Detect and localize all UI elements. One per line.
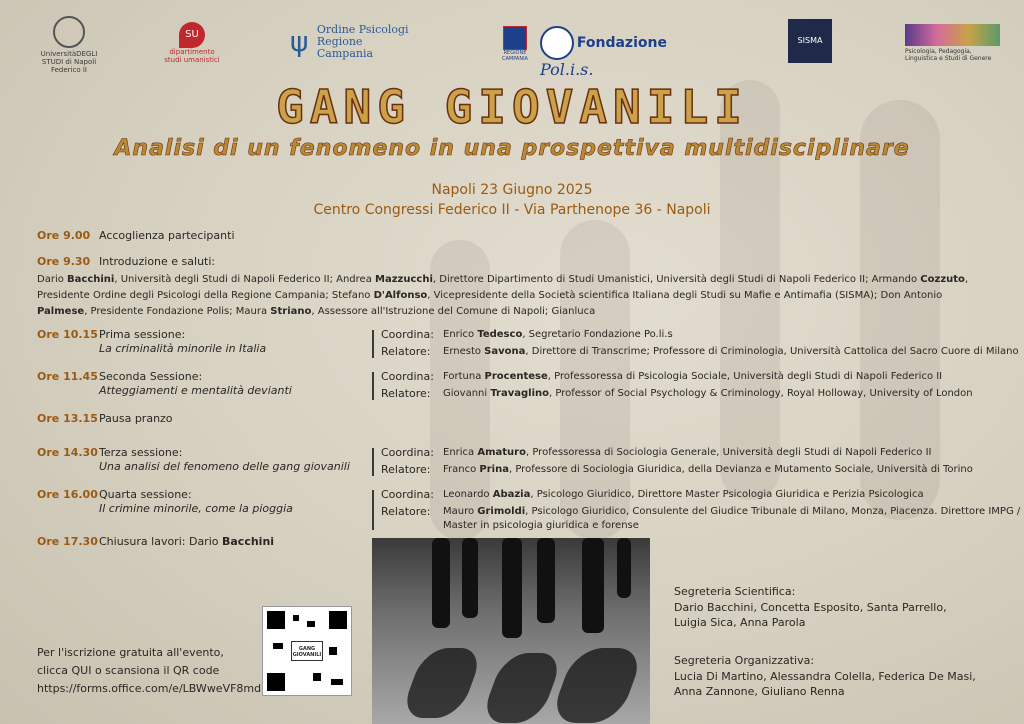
speaker: [443, 345, 1019, 358]
speaker: [443, 387, 973, 400]
intro-text: Dario: [37, 274, 68, 285]
intro-text: , Presidente Ordine degli Psicologi della Regione Campania; Stefano: [37, 274, 969, 301]
coordinator-surname: Tedesco: [477, 329, 523, 340]
qr-module: [273, 643, 283, 649]
intro-label: Introduzione e saluti:: [99, 255, 216, 268]
coordinator-role: , Psicologo Giuridico, Direttore Master Psicologia Giuridica e Perizia Psicologica: [530, 489, 924, 500]
intro-text: , Direttore Dipartimento di Studi Umanistici, Università degli Studi di Napoli Federico II; Armando: [432, 274, 921, 285]
intro-name: Bacchini: [67, 274, 115, 285]
session-divider: [372, 372, 374, 400]
intro-name: Palmese: [37, 306, 85, 317]
psi-icon: ψ: [290, 25, 309, 58]
organizing-secretariat-title: Segreteria Organizzativa:: [674, 654, 815, 667]
qr-finder: [267, 611, 285, 629]
qr-module: [313, 673, 321, 681]
speaker-role: , Professor of Social Psychology & Criminology, Royal Holloway, University of London: [549, 388, 973, 399]
speaker: [443, 505, 1020, 518]
ordine-psicologi-logo: [290, 24, 430, 60]
regione-shield-icon: [503, 26, 527, 50]
coordinator: [443, 328, 673, 341]
photo-leg: [537, 538, 555, 623]
session-topic: Atteggiamenti e mentalità devianti: [99, 384, 292, 397]
session-divider: [372, 490, 374, 530]
unina-logo-text: UniversitàDEGLI STUDI di Napoli Federico II: [40, 50, 98, 74]
qr-center-label: GANG GIOVANILI: [291, 641, 323, 661]
event-title: GANG GIOVANILI: [276, 80, 748, 134]
closing-surname: Bacchini: [222, 535, 275, 548]
time-1730: Ore 17.30: [37, 535, 98, 548]
coordinator-first-name: Leonardo: [443, 489, 493, 500]
registration-link[interactable]: https://forms.office.com/e/LBWweVF8md: [37, 682, 262, 695]
coordinator-role: , Professoressa di Psicologia Sociale, Università degli Studi di Napoli Federico II: [547, 371, 943, 382]
coordinator-surname: Abazia: [492, 489, 531, 500]
registration-line-1: Per l'iscrizione gratuita all'evento,: [37, 646, 224, 659]
intro-text: , Vicepresidente della Società scientifica Italiana degli Studi su Mafie e Antimafia (SISMA); Don Antonio: [427, 290, 943, 301]
polis-globe-icon: [540, 26, 574, 60]
speaker-role: , Direttore di Transcrime; Professore di Criminologia, Università Cattolica del Sacro Cuore di Milano: [525, 346, 1019, 357]
fondazione-polis-logo: [540, 26, 720, 79]
photo-shadow: [399, 648, 484, 718]
photo-shadow: [548, 648, 645, 723]
coordinator-label: Coordina:: [381, 446, 434, 459]
time-930: Ore 9.30: [37, 255, 91, 268]
photo-leg: [432, 538, 450, 628]
qr-module: [293, 615, 299, 621]
closing-label: [99, 535, 274, 548]
scientific-secretariat-title: Segreteria Scientifica:: [674, 585, 796, 598]
silhouettes-photo: [372, 538, 650, 724]
coordinator-first-name: Enrica: [443, 447, 478, 458]
speaker-first-name: Mauro: [443, 506, 478, 517]
session-name: Seconda Sessione:: [99, 370, 203, 383]
speaker-label: Relatore:: [381, 463, 431, 476]
coordinator: [443, 446, 931, 459]
speaker-surname: Savona: [484, 346, 526, 357]
dsu-logo-mark: SU: [179, 22, 205, 48]
coordinator-surname: Procentese: [484, 371, 548, 382]
welcome-label: Accoglienza partecipanti: [99, 229, 235, 242]
speaker-surname: Travaglino: [490, 388, 549, 399]
intro-text: , Università degli Studi di Napoli Federico II; Andrea: [114, 274, 376, 285]
intro-text: , Presidente Fondazione Polis; Maura: [84, 306, 271, 317]
sisma-logo: SISMA: [788, 19, 832, 63]
qr-module: [331, 679, 343, 685]
event-subtitle: Analisi di un fenomeno in una prospettiva multidisciplinare: [114, 136, 910, 161]
speaker-label: Relatore:: [381, 387, 431, 400]
speaker-role-continued: Master in psicologia giuridica e forense: [443, 520, 639, 531]
event-date: Napoli 23 Giugno 2025: [431, 182, 593, 198]
session-name: Quarta sessione:: [99, 488, 192, 501]
psico-icons-strip: [905, 24, 1000, 46]
dsu-logo: [162, 22, 222, 64]
session-topic: La criminalità minorile in Italia: [99, 342, 267, 355]
polis-logo-prefix: Fondazione: [576, 35, 667, 51]
intro-name: Striano: [270, 306, 312, 317]
intro-text: , Assessore all'Istruzione del Comune di Napoli; Gianluca: [311, 306, 596, 317]
organizing-secretariat-names: Lucia Di Martino, Alessandra Colella, Federica De Masi,: [674, 670, 976, 683]
photo-leg: [462, 538, 478, 618]
session-name: Terza sessione:: [99, 446, 183, 459]
closing-prefix: Chiusura lavori:: [99, 535, 189, 548]
session-topic: Una analisi del fenomeno delle gang giovanili: [99, 460, 350, 473]
regione-logo-text: REGIONE CAMPANIA: [502, 50, 528, 62]
coordinator-label: Coordina:: [381, 370, 434, 383]
photo-leg: [582, 538, 604, 633]
intro-name: D'Alfonso: [373, 290, 428, 301]
qr-finder: [267, 673, 285, 691]
unina-seal-icon: [53, 16, 85, 48]
scientific-secretariat-names: Dario Bacchini, Concetta Esposito, Santa Parrello,: [674, 601, 947, 614]
intro-name: Mazzucchi: [375, 274, 433, 285]
speaker-role: , Psicologo Giuridico, Consulente del Giudice Tribunale di Milano, Monza, Piacenza. Direttore IMPG /: [525, 506, 1021, 517]
coordinator-first-name: Enrico: [443, 329, 478, 340]
session-time: Ore 10.15: [37, 328, 98, 341]
event-venue: Centro Congressi Federico II - Via Parthenope 36 - Napoli: [313, 202, 711, 218]
qr-code[interactable]: [262, 606, 352, 696]
session-topic: Il crimine minorile, come la pioggia: [99, 502, 293, 515]
scientific-secretariat-names: Luigia Sica, Anna Parola: [674, 616, 806, 629]
qr-module: [329, 647, 337, 655]
coordinator-role: , Professoressa di Sociologia Generale, Università degli Studi di Napoli Federico II: [525, 447, 932, 458]
speaker-first-name: Giovanni: [443, 388, 491, 399]
session-name: Prima sessione:: [99, 328, 186, 341]
session-divider: [372, 448, 374, 476]
unina-logo: [33, 16, 105, 74]
qr-finder: [329, 611, 347, 629]
intro-name: Cozzuto: [920, 274, 965, 285]
speaker-surname: Grimoldi: [477, 506, 526, 517]
time-900: Ore 9.00: [37, 229, 91, 242]
speaker-surname: Prina: [479, 464, 509, 475]
photo-shadow: [479, 653, 564, 723]
speaker-first-name: Franco: [443, 464, 480, 475]
time-1315: Ore 13.15: [37, 412, 98, 425]
coordinator: [443, 488, 924, 501]
session-time: Ore 11.45: [37, 370, 98, 383]
organizing-secretariat-names: Anna Zannone, Giuliano Renna: [674, 685, 845, 698]
lunch-label: Pausa pranzo: [99, 412, 173, 425]
speaker-label: Relatore:: [381, 505, 431, 518]
registration-line-2[interactable]: clicca QUI o scansiona il QR code: [37, 664, 220, 677]
session-time: Ore 14.30: [37, 446, 98, 459]
speaker-first-name: Ernesto: [443, 346, 485, 357]
coordinator-role: , Segretario Fondazione Po.li.s: [522, 329, 673, 340]
photo-leg: [502, 538, 522, 638]
ordine-logo-text: Ordine Psicologi Regione Campania: [316, 23, 409, 60]
speaker-label: Relatore:: [381, 345, 431, 358]
closing-first-name: Dario: [188, 535, 222, 548]
photo-leg: [617, 538, 631, 598]
qr-module: [307, 621, 315, 627]
speaker: [443, 463, 973, 476]
coordinator-surname: Amaturo: [477, 447, 526, 458]
regione-campania-logo: [499, 26, 531, 62]
psicologia-dept-logo: [905, 16, 1000, 62]
coordinator-first-name: Fortuna: [443, 371, 485, 382]
intro-speakers: [37, 272, 987, 320]
coordinator-label: Coordina:: [381, 328, 434, 341]
polis-logo-name: Pol.i.s.: [540, 60, 594, 79]
dsu-logo-text: dipartimento studi umanistici: [164, 48, 220, 64]
speaker-role: , Professore di Sociologia Giuridica, della Devianza e Mutamento Sociale, Università di Torino: [508, 464, 973, 475]
psico-logo-text: Psicologia, Pedagogia, Linguistica e Studi di Genere: [905, 48, 992, 62]
session-time: Ore 16.00: [37, 488, 98, 501]
coordinator-label: Coordina:: [381, 488, 434, 501]
coordinator: [443, 370, 942, 383]
session-divider: [372, 330, 374, 358]
